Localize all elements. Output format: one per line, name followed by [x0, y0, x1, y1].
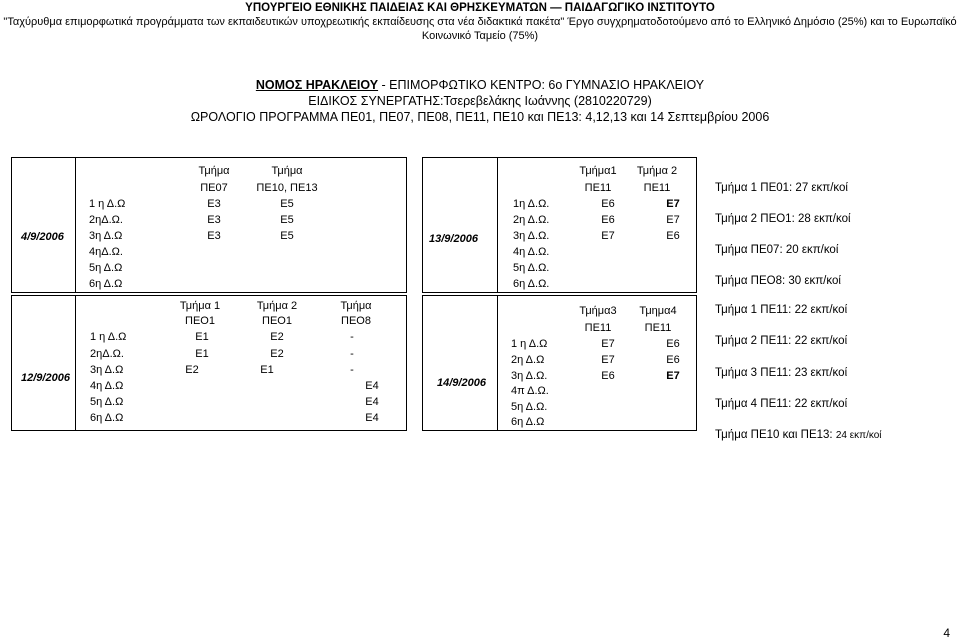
column-subheader: ΠΕ11 [644, 322, 672, 334]
block-divider [75, 158, 76, 292]
class-cell: Ε4 [365, 380, 379, 392]
class-cell: Ε7 [601, 354, 615, 366]
class-cell: Ε7 [601, 230, 615, 242]
enrollment-note: Τμήμα ΠΕ07: 20 εκπ/κοί [715, 244, 839, 256]
class-cell: Ε2 [270, 348, 284, 360]
column-header: Τμήμα [271, 165, 303, 177]
period-label: 1 η Δ.Ω [511, 338, 548, 350]
class-cell: Ε3 [207, 198, 221, 210]
class-cell: Ε7 [666, 370, 680, 382]
class-cell: Ε6 [601, 370, 615, 382]
ministry-header: ΥΠΟΥΡΓΕΙΟ ΕΘΝΙΚΗΣ ΠΑΙΔΕΙΑΣ ΚΑΙ ΘΡΗΣΚΕΥΜΑΤΩΝ — ΠΑΙΔΑΓΩΓΙΚΟ ΙΝΣΤΙΤΟΥΤΟ [245, 2, 715, 14]
title-line [0, 78, 960, 92]
enrollment-note: Τμήμα 2 ΠΕΟ1: 28 εκπ/κοί [715, 213, 851, 225]
schedule-block-14-9 [422, 295, 697, 431]
class-cell: Ε1 [260, 364, 274, 376]
period-label: 3η Δ.Ω [90, 364, 124, 376]
column-subheader: ΠΕΟ8 [341, 315, 371, 327]
class-cell: - [350, 364, 354, 376]
enrollment-note: Τμήμα 1 ΠΕ01: 27 εκπ/κοί [715, 182, 848, 194]
block-divider [497, 296, 498, 430]
class-cell: Ε3 [207, 230, 221, 242]
period-label: 6η Δ.Ω. [513, 278, 550, 290]
period-label: 5η Δ.Ω [89, 262, 123, 274]
period-label: 2ηΔ.Ω. [90, 348, 124, 360]
enrollment-note: Τμήμα ΠΕΟ8: 30 εκπ/κοί [715, 275, 841, 287]
column-header: Τμήμα 2 [256, 300, 298, 312]
enrollment-note: Τμήμα 4 ΠΕ11: 22 εκπ/κοί [715, 398, 848, 410]
column-header: Τμήμα [340, 300, 372, 312]
class-cell: Ε6 [666, 338, 680, 350]
column-subheader: ΠΕΟ1 [262, 315, 292, 327]
period-label: 5η Δ.Ω [90, 396, 124, 408]
block-date: 13/9/2006 [429, 233, 478, 245]
schedule-block-13-9 [422, 157, 697, 293]
class-cell: Ε6 [666, 230, 680, 242]
schedule-block-4-9 [11, 157, 407, 293]
period-label: 3η Δ.Ω [89, 230, 123, 242]
project-description-line1: "Ταχύρυθμα επιμορφωτικά προγράμματα των εκπαιδευτικών υποχρεωτικής εκπαίδευσης στα νέα διδακτικά πακέτα" Έργο συγχρηματοδοτούμενο από το Ελληνικό Δημόσιο (25%) και το Ευρωπαϊκό [3, 16, 957, 28]
class-cell: - [350, 348, 354, 360]
block-divider [75, 296, 76, 430]
block-date: 14/9/2006 [437, 377, 486, 389]
period-label: 5η Δ.Ω. [513, 262, 550, 274]
column-header: Τμημα4 [639, 305, 677, 317]
enrollment-note: Τμήμα 2 ΠΕ11: 22 εκπ/κοί [715, 335, 848, 347]
column-subheader: ΠΕ11 [584, 182, 612, 194]
column-subheader: ΠΕ07 [200, 182, 228, 194]
column-subheader: ΠΕΟ1 [185, 315, 215, 327]
period-label: 4ηΔ.Ω. [89, 246, 123, 258]
column-header: Τμήμα [198, 165, 230, 177]
period-label: 6η Δ.Ω [90, 412, 124, 424]
column-header: Τμήμα 2 [636, 165, 678, 177]
period-label: 4π Δ.Ω. [511, 385, 549, 397]
period-label: 2ηΔ.Ω. [89, 214, 123, 226]
period-label: 1 η Δ.Ω [90, 331, 127, 343]
column-header: Τμήμα3 [579, 305, 617, 317]
enrollment-note: Τμήμα 1 ΠΕ11: 22 εκπ/κοί [715, 304, 848, 316]
enrollment-note-label: Τμήμα ΠΕ10 και ΠΕ13: [715, 429, 836, 441]
page-number: 4 [943, 626, 950, 640]
block-date: 4/9/2006 [21, 231, 64, 243]
column-header: Τμήμα1 [579, 165, 617, 177]
period-label: 6η Δ.Ω [89, 278, 123, 290]
class-cell: Ε7 [666, 198, 680, 210]
class-cell: Ε1 [195, 331, 209, 343]
enrollment-note-count: 24 εκπ/κοί [835, 430, 882, 441]
class-cell: Ε5 [280, 230, 294, 242]
period-label: 3η Δ.Ω. [513, 230, 550, 242]
class-cell: - [350, 331, 354, 343]
class-cell: Ε3 [207, 214, 221, 226]
class-cell: Ε7 [666, 214, 680, 226]
class-cell: Ε2 [185, 364, 199, 376]
class-cell: Ε4 [365, 396, 379, 408]
prefecture-label: ΝΟΜΟΣ ΗΡΑΚΛΕΙΟΥ [255, 78, 379, 92]
project-description-line2: Κοινωνικό Ταμείο (75%) [421, 30, 539, 42]
column-subheader: ΠΕ10, ΠΕ13 [256, 182, 318, 194]
class-cell: Ε6 [601, 198, 615, 210]
program-title: ΩΡΟΛΟΓΙΟ ΠΡΟΓΡΑΜΜΑ ΠΕ01, ΠΕ07, ΠΕ08, ΠΕ11, ΠΕ10 και ΠΕ13: 4,12,13 και 14 Σεπτεμβρίου 2006 [190, 110, 770, 124]
class-cell: Ε5 [280, 198, 294, 210]
period-label: 1 η Δ.Ω [89, 198, 126, 210]
period-label: 2η Δ.Ω. [513, 214, 550, 226]
schedule-block-12-9 [11, 295, 407, 431]
period-label: 2η Δ.Ω [511, 354, 545, 366]
class-cell: Ε1 [195, 348, 209, 360]
period-label: 1η Δ.Ω. [513, 198, 550, 210]
class-cell: Ε2 [270, 331, 284, 343]
coordinator-line: ΕΙΔΙΚΟΣ ΣΥΝΕΡΓΑΤΗΣ:Τσερεβελάκης Ιωάννης (2810220729) [308, 94, 652, 108]
block-date: 12/9/2006 [21, 372, 70, 384]
period-label: 4η Δ.Ω. [513, 246, 550, 258]
column-subheader: ΠΕ11 [643, 182, 671, 194]
class-cell: Ε4 [365, 412, 379, 424]
column-subheader: ΠΕ11 [584, 322, 612, 334]
class-cell: Ε6 [666, 354, 680, 366]
period-label: 6η Δ.Ω [511, 416, 545, 428]
class-cell: Ε5 [280, 214, 294, 226]
period-label: 3η Δ.Ω. [511, 370, 548, 382]
class-cell: Ε7 [601, 338, 615, 350]
period-label: 4η Δ.Ω [90, 380, 124, 392]
class-cell: Ε6 [601, 214, 615, 226]
column-header: Τμήμα 1 [179, 300, 221, 312]
enrollment-note: Τμήμα 3 ΠΕ11: 23 εκπ/κοί [715, 367, 848, 379]
enrollment-note-pe10-pe13 [715, 429, 882, 441]
training-center-label: - ΕΠΙΜΟΡΦΩΤΙΚΟ ΚΕΝΤΡΟ: 6ο ΓΥΜΝΑΣΙΟ ΗΡΑΚΛΕΙΟΥ [378, 78, 705, 92]
block-divider [497, 158, 498, 292]
period-label: 5η Δ.Ω. [511, 401, 548, 413]
